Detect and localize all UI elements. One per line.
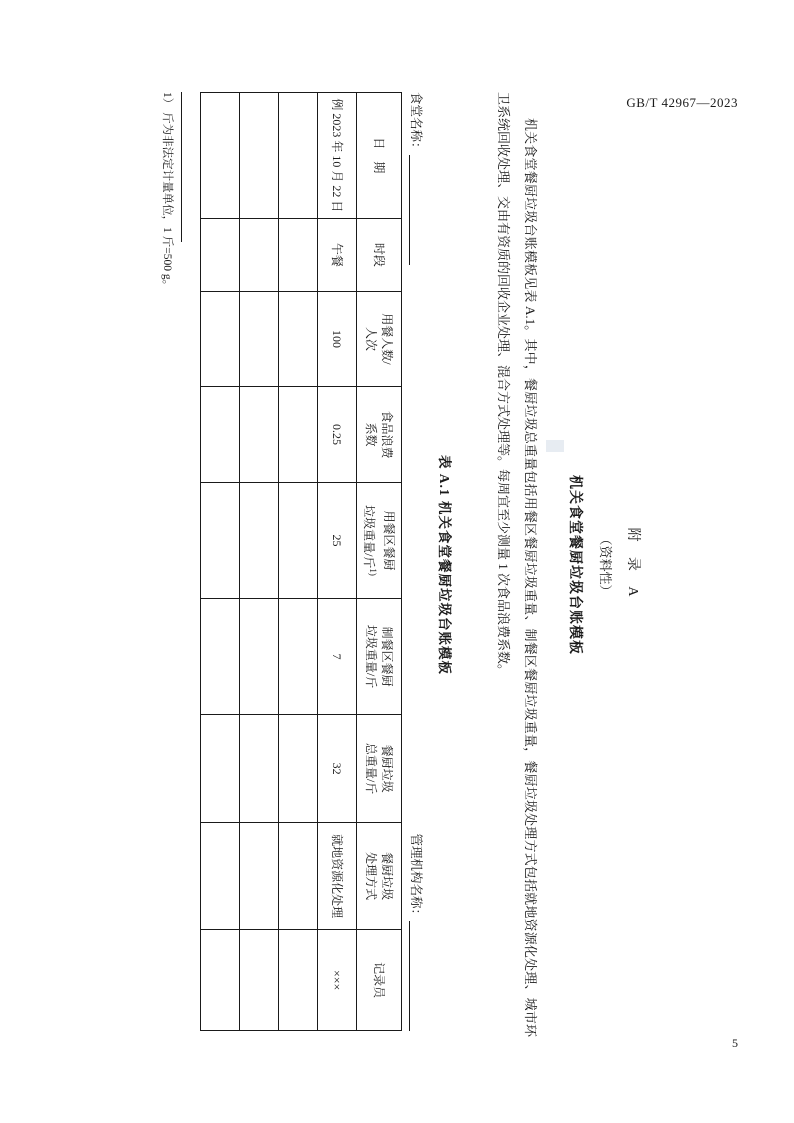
footnote-text: 1） 斤为非法定计量单位，1 斤=500 g。 <box>161 92 173 292</box>
column-header-date: 日 期 <box>357 93 402 219</box>
cell-dining-waste[interactable] <box>201 482 240 598</box>
cell-method: 就地资源化处理 <box>318 823 357 930</box>
column-header-people <box>357 291 402 386</box>
annex-paragraph: 机关食堂餐厨垃圾台账模板见表 A.1。其中，餐厨垃圾总重量包括用餐区餐厨垃圾重量、制餐区餐厨垃圾重量，餐厨垃圾处理方式包括就地资源化处理、城市环卫系统回收处理、交由有资质的回收企业处理、混合方式处理等。每周宜至少测量 1 次食品浪费系数。 <box>496 92 538 1037</box>
cell-dining-waste[interactable] <box>240 482 279 598</box>
cell-period[interactable] <box>279 218 318 291</box>
cell-method[interactable] <box>201 823 240 930</box>
cell-people: 100 <box>318 291 357 386</box>
table-header-row <box>357 93 402 1031</box>
cell-people[interactable] <box>240 291 279 386</box>
cell-date[interactable] <box>279 93 318 219</box>
footnote-divider <box>181 92 182 242</box>
column-header-recorder: 记录员 <box>357 930 402 1031</box>
footnote-marker: 1) <box>368 568 378 576</box>
column-header-dining-waste <box>357 482 402 598</box>
table-caption: 表 A.1 机关食堂餐厨垃圾台账模板 <box>437 454 452 676</box>
scan-artifact <box>546 440 564 452</box>
column-header-coefficient-line2: 系数 <box>364 422 378 447</box>
cell-method[interactable] <box>279 823 318 930</box>
cell-total-waste[interactable] <box>279 715 318 823</box>
cell-dining-waste[interactable] <box>279 482 318 598</box>
column-header-method-line1: 餐厨垃圾 <box>380 852 394 901</box>
table-body <box>201 93 357 1031</box>
cell-coefficient: 0.25 <box>318 387 357 483</box>
cell-total-waste[interactable] <box>240 715 279 823</box>
cell-period[interactable] <box>201 218 240 291</box>
cell-prep-waste[interactable] <box>240 599 279 715</box>
cell-date[interactable] <box>201 93 240 219</box>
cell-recorder[interactable] <box>279 930 318 1031</box>
cell-recorder[interactable] <box>240 930 279 1031</box>
page-number: 5 <box>732 1036 738 1050</box>
cell-recorder: ××× <box>318 930 357 1031</box>
cell-total-waste: 32 <box>318 715 357 823</box>
cell-method[interactable] <box>240 823 279 930</box>
cell-prep-waste[interactable] <box>279 599 318 715</box>
column-header-dining-line2 <box>361 486 381 595</box>
column-header-prep-line1: 制餐区餐厨 <box>380 626 394 687</box>
column-header-dining-line2-text: 垃圾重量/斤 <box>362 505 376 569</box>
cell-recorder[interactable] <box>201 930 240 1031</box>
column-header-people-line2: 人次 <box>364 326 378 351</box>
table-row <box>201 93 240 1031</box>
management-org-blank[interactable] <box>409 921 424 1031</box>
cell-period[interactable] <box>240 218 279 291</box>
table-row <box>240 93 279 1031</box>
cell-prep-waste: 7 <box>318 599 357 715</box>
cell-total-waste[interactable] <box>201 715 240 823</box>
cell-coefficient[interactable] <box>201 387 240 483</box>
column-header-coefficient-line1: 食品浪费 <box>380 410 394 459</box>
cell-people[interactable] <box>201 291 240 386</box>
canteen-name-label <box>408 92 426 265</box>
annex-title: 机关食堂餐厨垃圾台账模板 <box>567 475 582 655</box>
cell-coefficient[interactable] <box>279 387 318 483</box>
management-org-label <box>408 833 426 1031</box>
column-header-total-line1: 餐厨垃圾 <box>380 744 394 793</box>
table-row <box>318 93 357 1031</box>
cell-date: 例 2023 年 10 月 22 日 <box>318 93 357 219</box>
column-header-coefficient <box>357 387 402 483</box>
annex-subheading: （资料性） <box>598 532 613 598</box>
management-org-text: 管理机构名称： <box>409 833 423 921</box>
cell-date[interactable] <box>240 93 279 219</box>
column-header-prep-waste <box>357 599 402 715</box>
column-header-people-line1: 用餐人数/ <box>380 313 394 365</box>
column-header-dining-line1: 用餐区餐厨 <box>382 510 396 571</box>
annex-heading: 附 录 A <box>625 527 640 603</box>
table-row <box>279 93 318 1031</box>
column-header-method <box>357 823 402 930</box>
cell-prep-waste[interactable] <box>201 599 240 715</box>
column-header-total-line2: 总重量/斤 <box>364 742 378 795</box>
waste-ledger-table <box>200 92 402 1031</box>
column-header-period: 时段 <box>357 218 402 291</box>
cell-coefficient[interactable] <box>240 387 279 483</box>
standard-number: GB/T 42967—2023 <box>626 95 738 110</box>
cell-period: 午餐 <box>318 218 357 291</box>
cell-dining-waste: 25 <box>318 482 357 598</box>
column-header-total-waste <box>357 715 402 823</box>
column-header-method-line2: 处理方式 <box>364 852 378 901</box>
cell-people[interactable] <box>279 291 318 386</box>
canteen-name-text: 食堂名称： <box>409 92 423 155</box>
column-header-prep-line2: 垃圾重量/斤 <box>364 624 378 689</box>
canteen-name-blank[interactable] <box>409 155 424 265</box>
table-header <box>357 93 402 1031</box>
